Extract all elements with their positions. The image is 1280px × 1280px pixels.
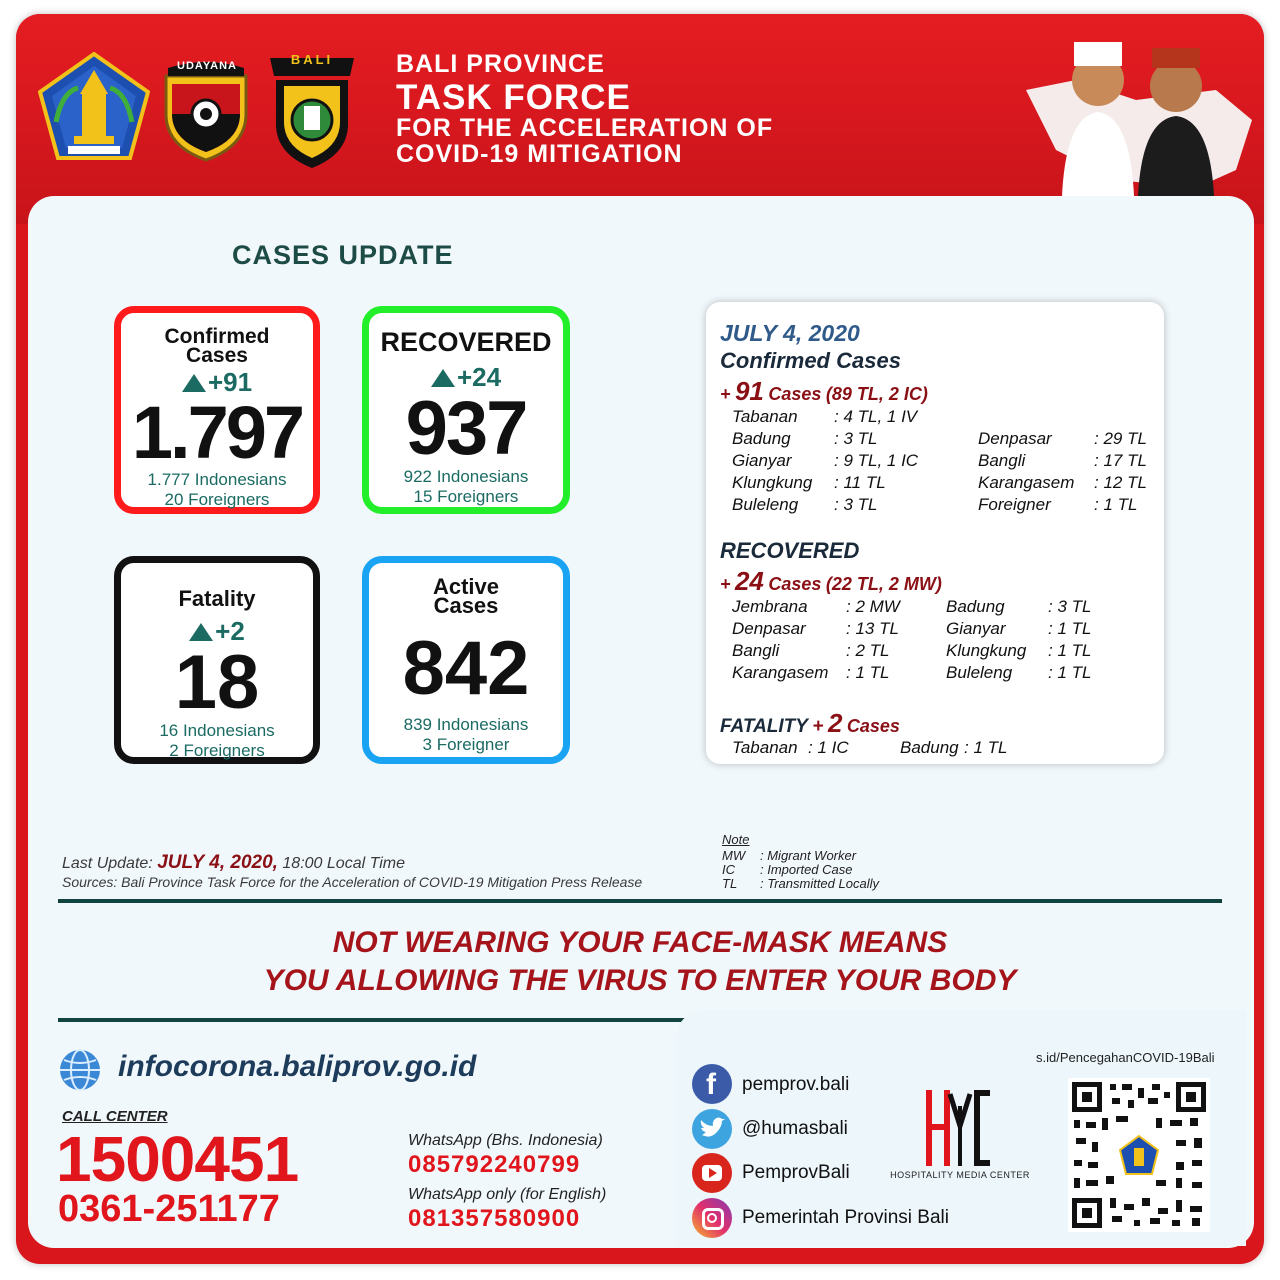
recovered-row-name: Jembrana <box>732 597 808 616</box>
recovered-row-name: Badung <box>946 597 1005 616</box>
confirmed-row-value: : 3 TL <box>834 429 878 448</box>
fatality-card <box>114 556 320 764</box>
recovered-row-value: : 1 TL <box>1048 663 1092 682</box>
twitter-icon <box>692 1109 732 1149</box>
whatsapp-english-number[interactable]: 081357580900 <box>408 1205 581 1232</box>
header-line-3: FOR THE ACCELERATION OF <box>396 114 774 142</box>
header-title: TASK FORCE <box>396 78 631 117</box>
last-update-line <box>62 852 405 874</box>
recovered-detail-number: 24 <box>734 566 764 596</box>
confirmed-row-name: Buleleng <box>732 495 799 514</box>
confirmed-row-name: Denpasar <box>978 429 1052 448</box>
active-label-2: Cases <box>433 593 499 618</box>
up-triangle-icon <box>431 369 455 387</box>
note-definition: : Transmitted Locally <box>760 876 879 891</box>
confirmed-row-name: Badung <box>732 429 791 448</box>
note-abbr: TL <box>722 876 738 891</box>
fatality-row-value: : 1 IC <box>808 738 849 757</box>
note-definition: : Migrant Worker <box>760 848 857 863</box>
recovered-row-name: Denpasar <box>732 619 806 638</box>
details-recovered-title: RECOVERED <box>720 538 860 563</box>
website-link[interactable]: infocorona.baliprov.go.id <box>118 1050 477 1083</box>
confirmed-row-value: : 9 TL, 1 IC <box>834 451 919 470</box>
confirmed-row-name: Foreigner <box>978 495 1051 514</box>
bali-police-emblem-icon <box>266 50 358 170</box>
recovered-row-value: : 1 TL <box>1048 641 1092 660</box>
leaders-photo-image <box>1016 20 1256 196</box>
confirmed-foreigners: 20 Foreigners <box>164 490 270 509</box>
qr-link-text[interactable]: s.id/PencegahanCOVID-19Bali <box>1036 1050 1215 1065</box>
hmc-logo-icon <box>922 1086 994 1170</box>
call-center-label: CALL CENTER <box>62 1108 168 1125</box>
recovered-row-value: : 3 TL <box>1048 597 1092 616</box>
whatsapp-english-label: WhatsApp only (for English) <box>408 1186 607 1203</box>
active-value: 842 <box>402 626 530 711</box>
up-triangle-icon <box>189 623 213 641</box>
confirmed-row-name: Bangli <box>978 451 1026 470</box>
twitter-handle[interactable]: @humasbali <box>742 1118 848 1139</box>
confirmed-row-value: : 4 TL, 1 IV <box>834 407 918 426</box>
fatality-row-value: : 1 TL <box>964 738 1008 757</box>
recovered-row-value: : 1 TL <box>846 663 890 682</box>
confirmed-label: Confirmed <box>164 325 270 348</box>
confirmed-row-name: Gianyar <box>732 451 792 470</box>
recovered-label: RECOVERED <box>380 327 552 357</box>
call-center-number-1[interactable]: 1500451 <box>56 1123 299 1195</box>
details-fatality-title: FATALITY <box>720 716 808 737</box>
confirmed-row-name: Tabanan <box>732 407 798 426</box>
confirmed-row-value: : 12 TL <box>1094 473 1147 492</box>
confirmed-row-value: : 17 TL <box>1094 451 1147 470</box>
qr-code-image[interactable] <box>1072 1082 1206 1228</box>
details-confirmed-summary: + 91 Cases (89 TL, 2 IC) <box>720 376 928 406</box>
note-abbr: IC <box>722 862 735 877</box>
globe-icon <box>58 1048 102 1092</box>
confirmed-cases-card <box>114 306 320 514</box>
last-update-label: Last Update: <box>62 855 153 872</box>
recovered-foreigners: 15 Foreigners <box>413 487 519 506</box>
recovered-row-name: Klungkung <box>946 641 1027 660</box>
fatality-row-name: Tabanan <box>732 738 798 757</box>
confirmed-delta: +91 <box>207 367 253 397</box>
recovered-row-value: : 2 TL <box>846 641 890 660</box>
fatality-foreigners: 2 Foreigners <box>169 741 265 760</box>
facebook-handle[interactable]: pemprov.bali <box>742 1074 850 1095</box>
whatsapp-indonesia-number[interactable]: 085792240799 <box>408 1151 581 1178</box>
details-fatality-summary: FATALITY + 2 Cases <box>720 708 900 738</box>
details-date: JULY 4, 2020 <box>720 320 860 346</box>
bali-police-emblem-text: BALI <box>290 52 334 67</box>
active-foreigners: 3 Foreigner <box>422 735 510 754</box>
recovered-card <box>362 306 570 514</box>
confirmed-value: 1.797 <box>131 391 303 474</box>
youtube-icon <box>692 1153 732 1193</box>
bali-province-emblem-icon <box>38 52 150 160</box>
note-abbr: MW <box>722 848 746 863</box>
recovered-row-name: Karangasem <box>732 663 829 682</box>
call-center-number-2[interactable]: 0361-251177 <box>58 1188 280 1230</box>
header-line-4: COVID-19 MITIGATION <box>396 140 683 168</box>
header-line-1: BALI PROVINCE <box>396 50 605 78</box>
confirmed-row-value: : 3 TL <box>834 495 878 514</box>
active-label: Active <box>432 574 500 599</box>
fatality-indonesians: 16 Indonesians <box>159 721 275 740</box>
facebook-icon: f <box>692 1064 732 1104</box>
confirmed-label-2: Cases <box>186 344 248 367</box>
recovered-indonesians: 922 Indonesians <box>403 467 529 486</box>
last-update-date: JULY 4, 2020, <box>157 852 278 873</box>
confirmed-row-value: : 11 TL <box>834 473 886 492</box>
recovered-row-value: : 1 TL <box>1048 619 1092 638</box>
recovered-value: 937 <box>405 386 527 471</box>
fatality-label: Fatality <box>178 586 256 611</box>
recovered-row-value: : 13 TL <box>846 619 899 638</box>
confirmed-row-name: Karangasem <box>978 473 1075 492</box>
fatality-detail-number: 2 <box>827 708 843 738</box>
udayana-emblem-text: UDAYANA <box>177 60 237 72</box>
note-title: Note <box>722 832 750 847</box>
message-line-1: NOT WEARING YOUR FACE-MASK MEANS <box>332 926 948 959</box>
divider-top <box>58 899 1222 903</box>
active-indonesians: 839 Indonesians <box>403 715 529 734</box>
confirmed-detail-number: 91 <box>734 376 764 406</box>
note-definition: : Imported Case <box>760 862 853 877</box>
message-line-2: YOU ALLOWING THE VIRUS TO ENTER YOUR BODY <box>263 964 1017 997</box>
recovered-delta: +24 <box>456 362 502 392</box>
recovered-row-name: Buleleng <box>946 663 1013 682</box>
fatality-value: 18 <box>174 640 260 725</box>
recovered-row-name: Bangli <box>732 641 780 660</box>
details-recovered-summary: + 24 Cases (22 TL, 2 MW) <box>720 566 942 596</box>
youtube-handle[interactable]: PemprovBali <box>742 1162 850 1183</box>
sources-text: Sources: Bali Province Task Force for the Acceleration of COVID-19 Mitigation Press Release <box>62 874 643 890</box>
confirmed-row-name: Klungkung <box>732 473 813 492</box>
fatality-row-name: Badung <box>900 738 959 757</box>
hmc-caption: HOSPITALITY MEDIA CENTER <box>890 1170 1030 1180</box>
confirmed-row-value: : 1 TL <box>1094 495 1138 514</box>
udayana-emblem-icon <box>160 58 252 162</box>
confirmed-indonesians: 1.777 Indonesians <box>147 470 287 489</box>
fatality-delta: +2 <box>215 616 245 646</box>
instagram-icon <box>692 1198 732 1238</box>
recovered-row-name: Gianyar <box>946 619 1006 638</box>
recovered-row-value: : 2 MW <box>846 597 900 616</box>
active-cases-card <box>362 556 570 764</box>
details-confirmed-title: Confirmed Cases <box>720 348 901 373</box>
whatsapp-indonesia-label: WhatsApp (Bhs. Indonesia) <box>408 1132 603 1149</box>
instagram-handle[interactable]: Pemerintah Provinsi Bali <box>742 1207 949 1228</box>
confirmed-row-value: : 29 TL <box>1094 429 1147 448</box>
up-triangle-icon <box>182 374 206 392</box>
cases-update-title: CASES UPDATE <box>232 240 454 270</box>
last-update-time: 18:00 Local Time <box>282 855 405 872</box>
